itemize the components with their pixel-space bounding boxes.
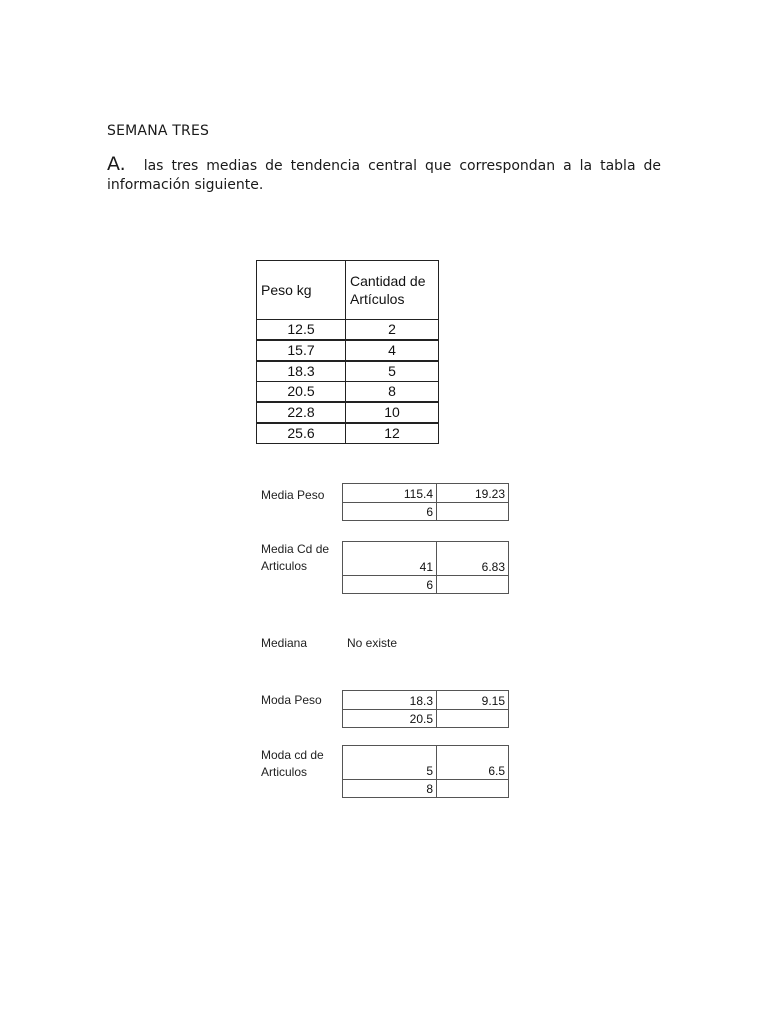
cell-peso: 18.3 xyxy=(257,361,346,382)
moda-cd-value2: 8 xyxy=(343,780,437,798)
instruction-text: las tres medias de tendencia central que correspondan a la tabla de información siguiente. xyxy=(107,158,661,193)
moda-peso-grid xyxy=(342,690,509,728)
media-peso-grid xyxy=(342,483,509,521)
cell-peso: 15.7 xyxy=(257,340,346,361)
table-row xyxy=(257,402,439,423)
empty-cell xyxy=(437,780,509,798)
media-cd-label-line2: Articulos xyxy=(261,559,308,573)
cell-peso: 20.5 xyxy=(257,382,346,403)
media-peso-label: Media Peso xyxy=(261,488,325,502)
mediana-label: Mediana xyxy=(261,636,308,650)
cell-cantidad: 8 xyxy=(346,382,439,403)
moda-cd-result: 6.5 xyxy=(437,746,509,780)
moda-peso-label: Moda Peso xyxy=(261,693,322,707)
empty-cell xyxy=(437,576,509,594)
cell-cantidad: 5 xyxy=(346,361,439,382)
moda-cd-label-line2: Articulos xyxy=(261,765,308,779)
moda-cd-value1: 5 xyxy=(343,746,437,780)
item-letter: A. xyxy=(107,153,126,175)
moda-cd-grid xyxy=(342,745,509,798)
cell-cantidad: 4 xyxy=(346,340,439,361)
table-row xyxy=(257,423,439,444)
media-cd-result: 6.83 xyxy=(437,542,509,576)
media-cd-label-line1: Media Cd de xyxy=(261,542,330,556)
table-row xyxy=(257,340,439,361)
media-cd-count: 6 xyxy=(343,576,437,594)
moda-cd-label xyxy=(261,747,324,781)
mediana-value: No existe xyxy=(347,636,398,650)
instruction-paragraph xyxy=(107,155,661,195)
section-heading: SEMANA TRES xyxy=(107,123,210,139)
header-peso: Peso kg xyxy=(257,261,346,320)
table-row xyxy=(257,320,439,341)
empty-cell xyxy=(437,710,509,728)
cell-peso: 22.8 xyxy=(257,402,346,423)
table-row xyxy=(257,361,439,382)
media-cd-label xyxy=(261,541,329,575)
empty-cell xyxy=(437,503,509,521)
table-header-row xyxy=(257,261,439,320)
weight-items-table xyxy=(256,260,439,444)
media-peso-result: 19.23 xyxy=(437,484,509,503)
header-cantidad: Cantidad de Artículos xyxy=(346,261,439,320)
media-cd-sum: 41 xyxy=(343,542,437,576)
table-row xyxy=(257,382,439,403)
media-peso-count: 6 xyxy=(343,503,437,521)
cell-cantidad: 10 xyxy=(346,402,439,423)
moda-peso-value1: 18.3 xyxy=(343,691,437,710)
cell-cantidad: 12 xyxy=(346,423,439,444)
media-cd-grid xyxy=(342,541,509,594)
moda-peso-value2: 20.5 xyxy=(343,710,437,728)
moda-cd-label-line1: Moda cd de xyxy=(261,748,324,762)
cell-peso: 25.6 xyxy=(257,423,346,444)
media-peso-sum: 115.4 xyxy=(343,484,437,503)
cell-peso: 12.5 xyxy=(257,320,346,341)
moda-peso-result: 9.15 xyxy=(437,691,509,710)
cell-cantidad: 2 xyxy=(346,320,439,341)
